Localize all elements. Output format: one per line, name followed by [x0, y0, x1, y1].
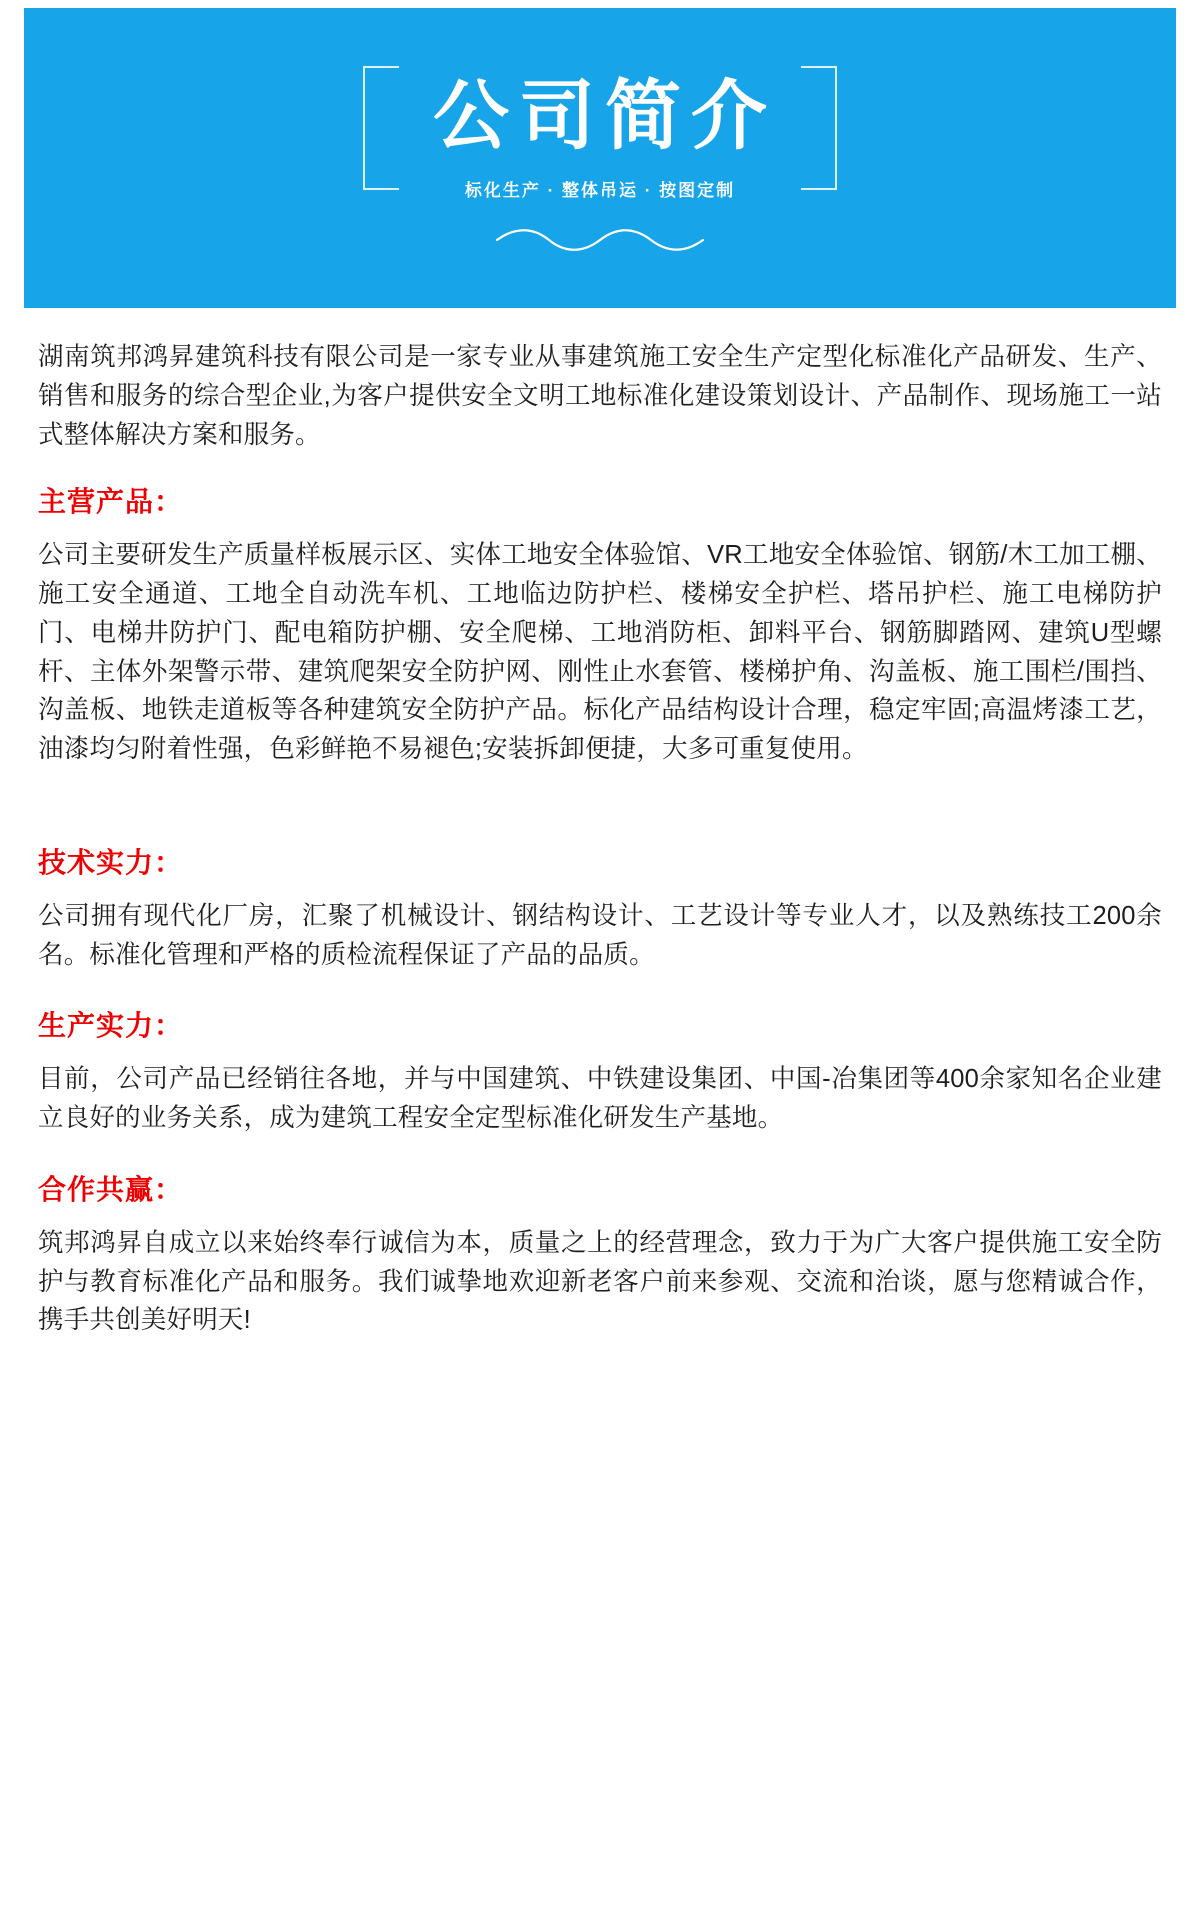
intro-paragraph: 湖南筑邦鸿昇建筑科技有限公司是一家专业从事建筑施工安全生产定型化标准化产品研发、生产、销售和服务的综合型企业,为客户提供安全文明工地标准化建设策划设计、产品制作、现场施工一站式整体解决方案和服务。: [38, 343, 1162, 449]
section-spacer: [38, 795, 1162, 811]
section-heading-cooperation: 合作共赢：: [38, 1173, 184, 1205]
section-body-main-products: 公司主要研发生产质量样板展示区、实体工地安全体验馆、VR工地安全体验馆、钢筋/木工加工棚、施工安全通道、工地全自动洗车机、工地临边防护栏、楼梯安全护栏、塔吊护栏、施工电梯防护门、电梯井防护门、配电箱防护棚、安全爬梯、工地消防柜、卸料平台、钢筋脚踏网、建筑U型螺杆、主体外架警示带、建筑爬架安全防护网、刚性止水套管、楼梯护角、沟盖板、施工围栏/围挡、沟盖板、地铁走道板等各种建筑安全防护产品。标化产品结构设计合理，稳定牢固;高温烤漆工艺，油漆均匀附着性强，色彩鲜艳不易褪色;安装拆卸便捷，大多可重复使用。: [38, 541, 1162, 763]
content-body: [0, 308, 1200, 1406]
section-body-production-strength: 目前，公司产品已经销往各地，并与中国建筑、中铁建设集团、中国-冶集团等400余家知名企业建立良好的业务关系，成为建筑工程安全定型标准化研发生产基地。: [38, 1065, 1162, 1132]
page-title: 公司简介: [433, 70, 777, 160]
section-body-technical-strength: 公司拥有现代化厂房，汇聚了机械设计、钢结构设计、工艺设计等专业人才，以及熟练技工200余名。标准化管理和严格的质检流程保证了产品的品质。: [38, 901, 1162, 969]
section-heading-technical-strength: 技术实力：: [38, 846, 184, 878]
wave-divider-icon: [495, 225, 705, 251]
banner-subtitle: 标化生产 · 整体吊运 · 按图定制: [464, 180, 736, 200]
header-banner: [24, 8, 1176, 308]
bracket-left-decoration: [363, 66, 399, 190]
bracket-right-decoration: [801, 66, 837, 190]
section-heading-main-products: 主营产品：: [38, 486, 184, 518]
banner-inner: [363, 66, 837, 251]
section-heading-production-strength: 生产实力：: [38, 1010, 184, 1042]
section-body-cooperation: 筑邦鸿昇自成立以来始终奉行诚信为本，质量之上的经营理念，致力于为广大客户提供施工安全防护与教育标准化产品和服务。我们诚挚地欢迎新老客户前来参观、交流和治谈，愿与您精诚合作，携手共创美好明天!: [38, 1228, 1162, 1335]
company-profile-page: [0, 8, 1200, 1910]
